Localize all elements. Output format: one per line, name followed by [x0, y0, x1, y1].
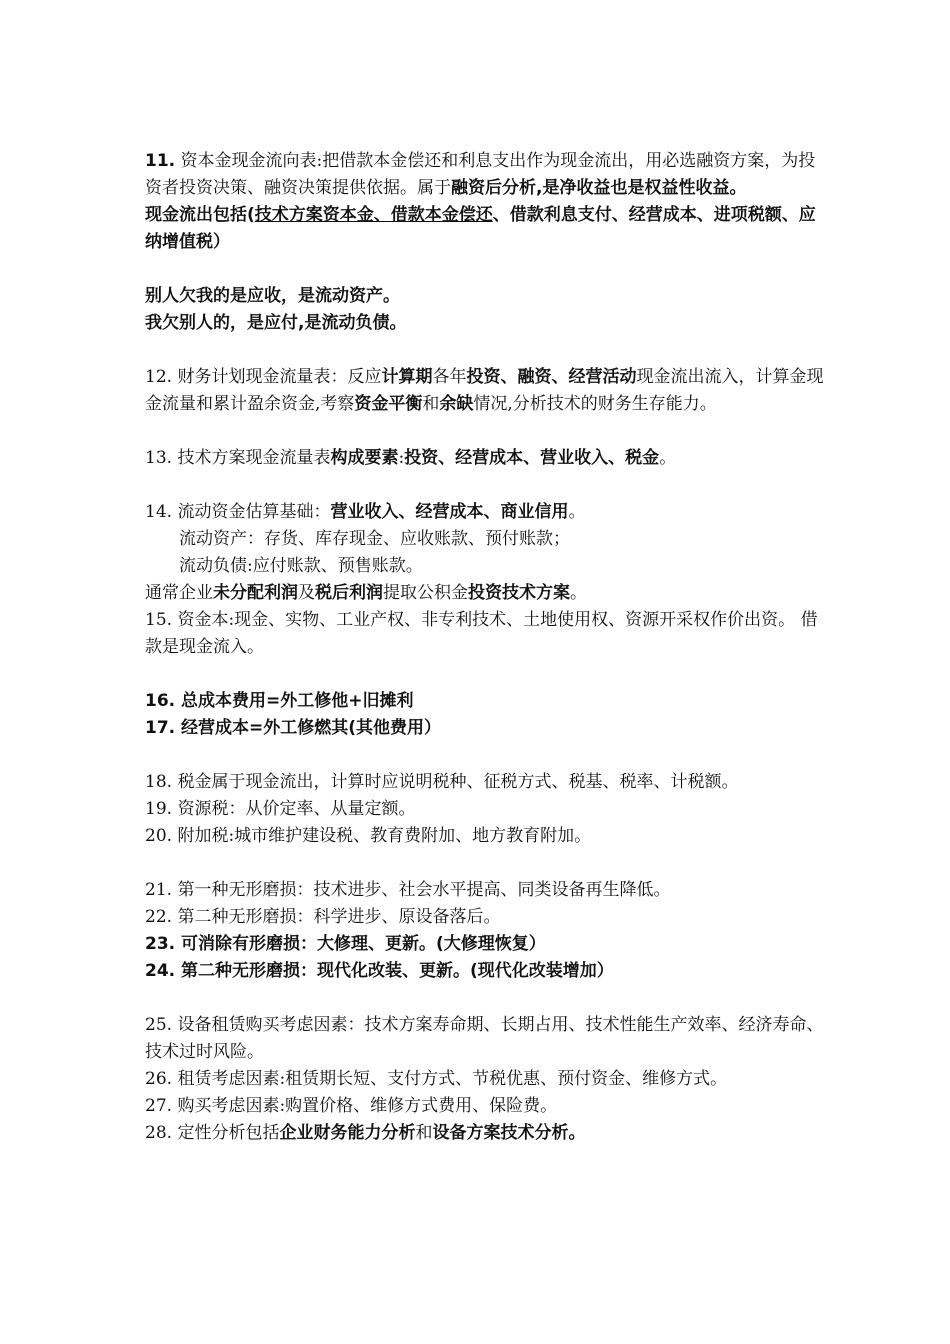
text: 14. 流动资金估算基础：	[145, 502, 331, 522]
text: 通常企业	[145, 583, 213, 603]
text: 。	[659, 448, 677, 468]
bold-text: 营业收入、经营成本、商业信用	[330, 502, 569, 522]
text: 提取公积金	[383, 583, 468, 603]
paragraph-28	[145, 1120, 825, 1147]
paragraph-22: 22. 第二种无形磨损：科学进步、原设备落后。	[145, 907, 501, 927]
paragraph-23: 23. 可消除有形磨损：大修理、更新。(大修理恢复）	[145, 934, 546, 954]
text: 现金流出流入，计算金现金流量和累计盈余资金,考察	[145, 367, 824, 414]
bold-text: 未分配利润	[213, 583, 298, 603]
text: 及	[298, 583, 315, 603]
paragraph-11	[145, 148, 825, 202]
paragraph-27: 27. 购买考虑因素:购置价格、维修方式费用、保险费。	[145, 1096, 558, 1116]
paragraph-14-current-liabilities: 流动负债:应付账款、预售账款。	[179, 556, 423, 576]
paragraph-14-current-assets: 流动资产：存货、库存现金、应收账款、预付账款；	[179, 529, 570, 549]
paragraph-12	[145, 364, 825, 418]
text: 现金流出包括(	[145, 205, 255, 225]
paragraph-16: 16. 总成本费用=外工修他+旧摊利	[145, 691, 414, 711]
bold-text: 企业财务能力分析	[279, 1123, 416, 1143]
text: 和	[422, 394, 440, 414]
text: 情况,分析技术的财务生存能力。	[473, 394, 717, 414]
underlined-text: 技术方案资本金、借款本金偿还	[254, 205, 493, 225]
text: 。	[568, 502, 586, 522]
paragraph-14-profit	[145, 580, 825, 607]
text: 和	[415, 1123, 433, 1143]
text: 28. 定性分析包括	[145, 1123, 280, 1143]
bold-text: 余缺	[439, 394, 474, 414]
text: 12. 财务计划现金流量表：反应	[145, 367, 382, 387]
bold-text: 税后利润	[315, 583, 383, 603]
paragraph-18: 18. 税金属于现金流出，计算时应说明税种、征税方式、税基、税率、计税额。	[145, 772, 739, 792]
note-receivable: 别人欠我的是应收，是流动资产。	[145, 286, 400, 306]
bold-text: 投资、融资、经营活动	[466, 367, 637, 387]
text: 各年	[432, 367, 467, 387]
paragraph-15: 15. 资金本:现金、实物、工业产权、非专利技术、土地使用权、资源开采权作价出资。 借款是现金流入。	[145, 610, 818, 657]
text: 、借款利息支付、经营成本、进项税额、应纳增值税）	[145, 205, 816, 252]
bold-text: 投资技术方案	[468, 583, 570, 603]
paragraph-13	[145, 445, 825, 472]
text: :	[398, 448, 405, 468]
text: 资本金现金流向表:把借款本金偿还和利息支出作为现金流出，用必选融资方案，为投资者投资决策、融资决策提供依据。属于	[145, 151, 816, 198]
paragraph-26: 26. 租赁考虑因素:租赁期长短、支付方式、节税优惠、预付资金、维修方式。	[145, 1069, 728, 1089]
paragraph-11-cash-outflow	[145, 202, 825, 256]
text: 13. 技术方案现金流量表	[145, 448, 331, 468]
bold-text: 投资、经营成本、营业收入、税金	[404, 448, 660, 468]
paragraph-20: 20. 附加税:城市维护建设税、教育费附加、地方教育附加。	[145, 826, 592, 846]
bold-text: 设备方案技术分析。	[432, 1123, 586, 1143]
bold-text: 资金平衡	[354, 394, 423, 414]
paragraph-24: 24. 第二种无形磨损：现代化改装、更新。(现代化改装增加）	[145, 961, 614, 981]
text: 。	[570, 583, 587, 603]
document-page	[145, 148, 825, 1147]
note-payable: 我欠别人的，是应付,是流动负债。	[145, 313, 407, 333]
paragraph-14	[145, 499, 825, 526]
paragraph-17: 17. 经营成本=外工修燃其(其他费用）	[145, 718, 442, 738]
paragraph-21: 21. 第一种无形磨损：技术进步、社会水平提高、同类设备再生降低。	[145, 880, 671, 900]
paragraph-19: 19. 资源税：从价定率、从量定额。	[145, 799, 416, 819]
item-number: 11.	[145, 151, 176, 171]
bold-text: 构成要素	[330, 448, 399, 468]
bold-text: 计算期	[381, 367, 433, 387]
paragraph-25: 25. 设备租赁购买考虑因素：技术方案寿命期、长期占用、技术性能生产效率、经济寿命、技术过时风险。	[145, 1015, 824, 1062]
bold-text: 融资后分析,是净收益也是权益性收益。	[451, 178, 747, 198]
